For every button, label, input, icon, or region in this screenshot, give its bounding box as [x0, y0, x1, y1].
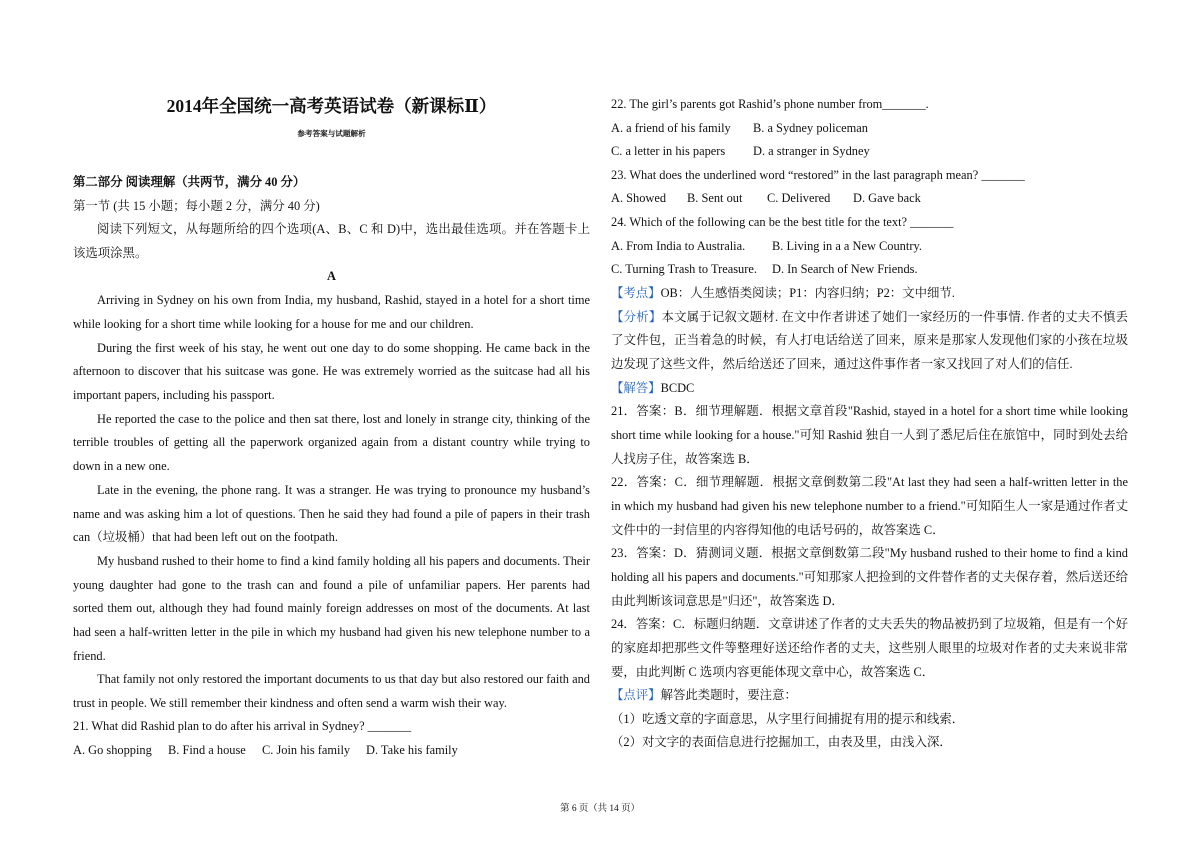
passage-line: terrible troubles of getting all the paperwork organized again from a distant country while trying to — [73, 435, 590, 449]
tip-line: （2）对文字的表面信息进行挖掘加工，由表及里，由浅入深． — [611, 735, 952, 749]
dianping-tag: 【点评】 — [611, 688, 661, 702]
kaodian-tag: 【考点】 — [611, 286, 661, 300]
passage-line: afternoon to discover that his suitcase was gone. He was extremely worried as the suitcase had all his — [73, 364, 590, 378]
passage-line: sorted them out, although they had found mainly foreign addresses on most of the documents. At last — [73, 601, 590, 615]
passage-line: During the first week of his stay, he went out one day to do some shopping. He came back in the — [97, 341, 590, 355]
dianping-line — [611, 687, 1128, 703]
instructions-line-2: 该选项涂黑。 — [73, 246, 148, 260]
option-d: D. a stranger in Sydney — [753, 144, 870, 158]
fenxi-line-1 — [611, 309, 1128, 325]
dianping-text: 解答此类题时，要注意： — [660, 688, 797, 702]
jieda-text: BCDC — [660, 381, 695, 395]
answer-line: in which my husband had given his new telephone number to a friend."可知陌生人一家是通过作者丈 — [611, 499, 1128, 513]
question-23: 23. What does the underlined word “restored” in the last paragraph mean? _______ — [611, 168, 1025, 182]
kaodian-line — [611, 285, 1128, 301]
option-d: D. In Search of New Friends. — [772, 262, 918, 276]
passage-letter: A — [327, 269, 336, 283]
answer-line: 人找房子住，故答案选 B． — [611, 452, 759, 466]
section1-heading: 第一节 (共 15 小题；每小题 2 分，满分 40 分) — [73, 199, 320, 213]
page-subtitle: 参考答案与试题解析 — [297, 129, 366, 138]
option-b: B. a Sydney policeman — [753, 121, 868, 135]
page-title: 2014年全国统一高考英语试卷（新课标Ⅱ） — [166, 96, 497, 116]
answer-line: 21．答案：B．细节理解题．根据文章首段"Rashid, stayed in a hotel for a short time while looking — [611, 404, 1128, 418]
passage-line: had seen a half-written letter in the pile in which my husband had given his new telephone number to a — [73, 625, 590, 639]
answer-line: 要，由此判断 C 选项内容更能体现文章中心，故答案选 C． — [611, 665, 935, 679]
passage-line: while looking for a short time while looking for a house for me and our children. — [73, 317, 474, 331]
passage-line: Arriving in Sydney on his own from India, my husband, Rashid, stayed in a hotel for a short time — [97, 293, 590, 307]
passage-line: can（垃圾桶）that had been left out on the footpath. — [73, 530, 338, 544]
passage-line: friend. — [73, 649, 106, 663]
passage-line: down in a new one. — [73, 459, 170, 473]
option-d: D. Gave back — [853, 191, 921, 205]
jieda-tag: 【解答】 — [611, 381, 661, 395]
question-24: 24. Which of the following can be the best title for the text? _______ — [611, 215, 954, 229]
answer-line: 22．答案：C．细节理解题．根据文章倒数第二段"At last they had seen a half-written letter in the — [611, 475, 1128, 489]
jieda-line — [611, 380, 1128, 396]
option-b: B. Find a house — [168, 743, 246, 757]
passage-line: name and was asking him a lot of questions. Then he said they had found a pile of papers in their trash — [73, 507, 590, 521]
passage-line: He reported the case to the police and then sat there, lost and lonely in strange city, thinking of the — [97, 412, 590, 426]
fenxi-line-3: 边发现了这些文件，然后给送还了回来，通过这件事作者一家又找回了对人们的信任. — [611, 357, 1073, 371]
option-b: B. Sent out — [687, 191, 743, 205]
fenxi-line-2: 了文件包，正当着急的时候，有人打电话给送了回来，原来是那家人发现他们家的小孩在垃圾 — [611, 333, 1128, 347]
option-b: B. Living in a a New Country. — [772, 239, 922, 253]
passage-line: My husband rushed to their home to find a kind family holding all his papers and documents. Their — [97, 554, 590, 568]
instructions-line-1: 阅读下列短文，从每题所给的四个选项(A、B、C 和 D)中，选出最佳选项。并在答题卡上 — [97, 222, 590, 236]
fenxi-tag: 【分析】 — [611, 310, 662, 324]
option-c: C. a letter in his papers — [611, 144, 726, 158]
answer-line: 24．答案：C．标题归纳题．文章讲述了作者的丈夫丢失的物品被扔到了垃圾箱，但是有一个好 — [611, 617, 1128, 631]
option-c: C. Delivered — [767, 191, 831, 205]
option-c: C. Join his family — [262, 743, 351, 757]
fenxi-text: 本文属于记叙文题材. 在文中作者讲述了她们一家经历的一件事情. 作者的丈夫不慎丢 — [661, 310, 1128, 324]
kaodian-text: OB：人生感悟类阅读；P1：内容归纳；P2：文中细节. — [660, 286, 955, 300]
question-22: 22. The girl’s parents got Rashid’s phone number from_______. — [611, 97, 929, 111]
tip-line: （1）吃透文章的字面意思，从字里行间捕捉有用的提示和线索． — [611, 712, 965, 726]
page-footer: 第 6 页（共 14 页） — [560, 804, 640, 814]
passage-line: That family not only restored the important documents to us that day but also restored our faith and — [97, 672, 590, 686]
option-a: A. From India to Australia. — [611, 239, 746, 253]
answer-line: holding all his papers and documents."可知那家人把捡到的文件替作者的丈夫保存着，然后送还给 — [611, 570, 1128, 584]
passage-line: trust in people. We still remember their kindness and often send a warm wish their way. — [73, 696, 507, 710]
passage-line: young daughter had gone to the trash can and found a pile of unfamiliar papers. Her parents had — [73, 578, 590, 592]
option-a: A. Go shopping — [73, 743, 152, 757]
answer-line: 由此判断该词意思是"归还"，故答案选 D． — [611, 594, 844, 608]
passage-line: Late in the evening, the phone rang. It was a stranger. He was trying to pronounce my husband’s — [97, 483, 590, 497]
question-21: 21. What did Rashid plan to do after his arrival in Sydney? _______ — [73, 719, 412, 733]
section-heading: 第二部分 阅读理解（共两节，满分 40 分） — [73, 175, 306, 189]
answer-line: 的家庭却把那些文件等整理好送还给作者的丈夫，这些别人眼里的垃圾对作者的丈夫来说非常 — [611, 641, 1128, 655]
answer-line: 23．答案：D．猜测词义题．根据文章倒数第二段"My husband rushed to their home to find a kind — [611, 546, 1128, 560]
option-a: A. Showed — [611, 191, 667, 205]
passage-line: important papers, including his passport. — [73, 388, 275, 402]
option-d: D. Take his family — [366, 743, 458, 757]
answer-line: 文件中的一封信里的内容得知他的电话号码的，故答案选 C． — [611, 523, 945, 537]
answer-line: short time while looking for a house."可知 Rashid 独自一人到了悉尼后住在旅馆中，同时到处去给 — [611, 428, 1128, 442]
option-a: A. a friend of his family — [611, 121, 731, 135]
option-c: C. Turning Trash to Treasure. — [611, 262, 757, 276]
